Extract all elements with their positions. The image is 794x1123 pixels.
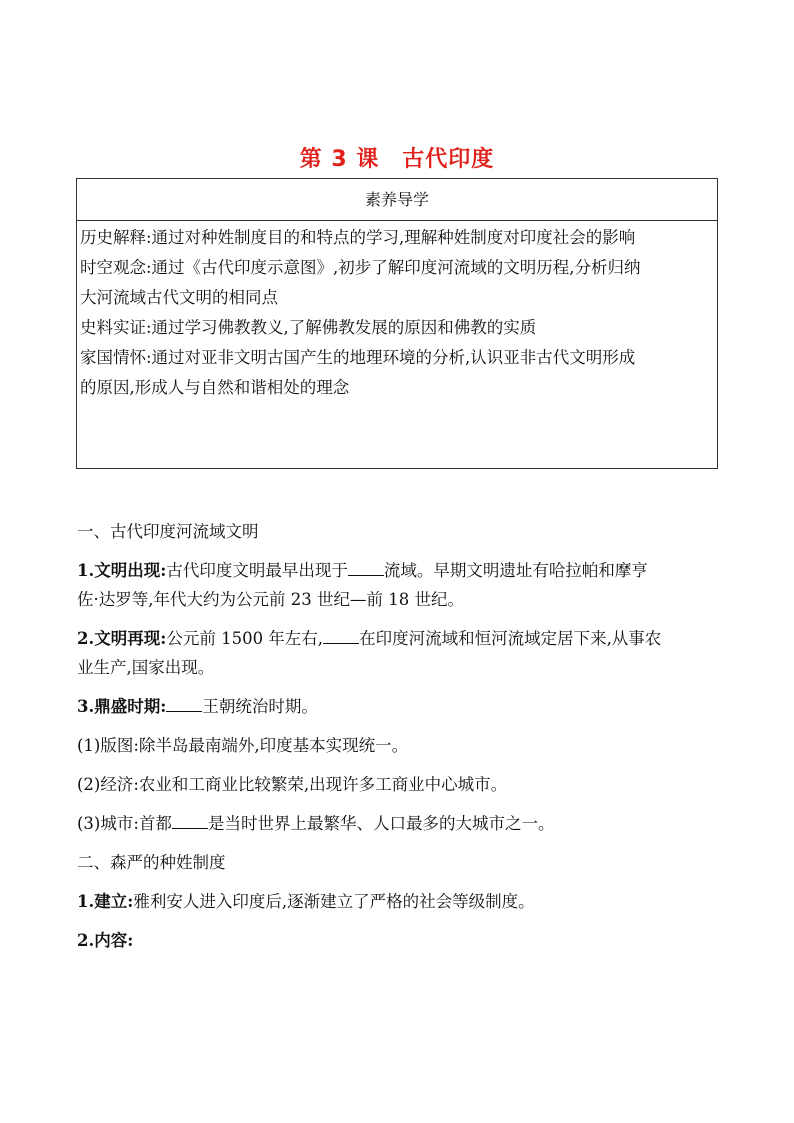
paragraph-territory: (1)版图:除半岛最南端外,印度基本实现统一。 xyxy=(77,736,409,755)
fill-blank[interactable] xyxy=(323,629,359,644)
table-header: 素养导学 xyxy=(77,179,717,221)
fill-blank[interactable] xyxy=(348,561,384,576)
goal-line: 史料实证:通过学习佛教教义,了解佛教发展的原因和佛教的实质 xyxy=(80,318,537,337)
paragraph-line: 业生产,国家出现。 xyxy=(77,658,215,677)
paragraph-peak-period: 3.鼎盛时期: 王朝统治时期。 xyxy=(77,697,318,716)
literacy-guide-table xyxy=(76,178,718,469)
paragraph-city: (3)城市:首都 是当时世界上最繁华、人口最多的大城市之一。 xyxy=(77,814,555,833)
paragraph-establish: 1.建立:雅利安人进入印度后,逐渐建立了严格的社会等级制度。 xyxy=(77,892,535,911)
paragraph-economy: (2)经济:农业和工商业比较繁荣,出现许多工商业中心城市。 xyxy=(77,775,508,794)
goal-line: 的原因,形成人与自然和谐相处的理念 xyxy=(80,378,350,397)
section-heading: 二、森严的种姓制度 xyxy=(77,853,226,872)
paragraph-line: 佐·达罗等,年代大约为公元前 23 世纪—前 18 世纪。 xyxy=(77,590,464,609)
goal-line: 家国情怀:通过对亚非文明古国产生的地理环境的分析,认识亚非古代文明形成 xyxy=(80,348,636,367)
fill-blank[interactable] xyxy=(166,697,202,712)
table-body xyxy=(77,221,717,403)
section-heading: 一、古代印度河流域文明 xyxy=(77,522,259,541)
page-title: 第 3 课 古代印度 xyxy=(299,147,495,172)
goal-line: 大河流域古代文明的相同点 xyxy=(80,288,278,307)
paragraph-content: 2.内容: xyxy=(77,931,134,950)
goal-line: 历史解释:通过对种姓制度目的和特点的学习,理解种姓制度对印度社会的影响 xyxy=(80,228,636,247)
goal-line: 时空观念:通过《古代印度示意图》,初步了解印度河流域的文明历程,分析归纳 xyxy=(80,258,641,277)
paragraph-civilization-origin: 1.文明出现:古代印度文明最早出现于 流域。早期文明遗址有哈拉帕和摩亨 xyxy=(77,561,648,580)
fill-blank[interactable] xyxy=(172,814,208,829)
paragraph-civilization-reappear: 2.文明再现:公元前 1500 年左右, 在印度河流域和恒河流域定居下来,从事农 xyxy=(77,629,662,648)
main-content xyxy=(77,522,717,970)
